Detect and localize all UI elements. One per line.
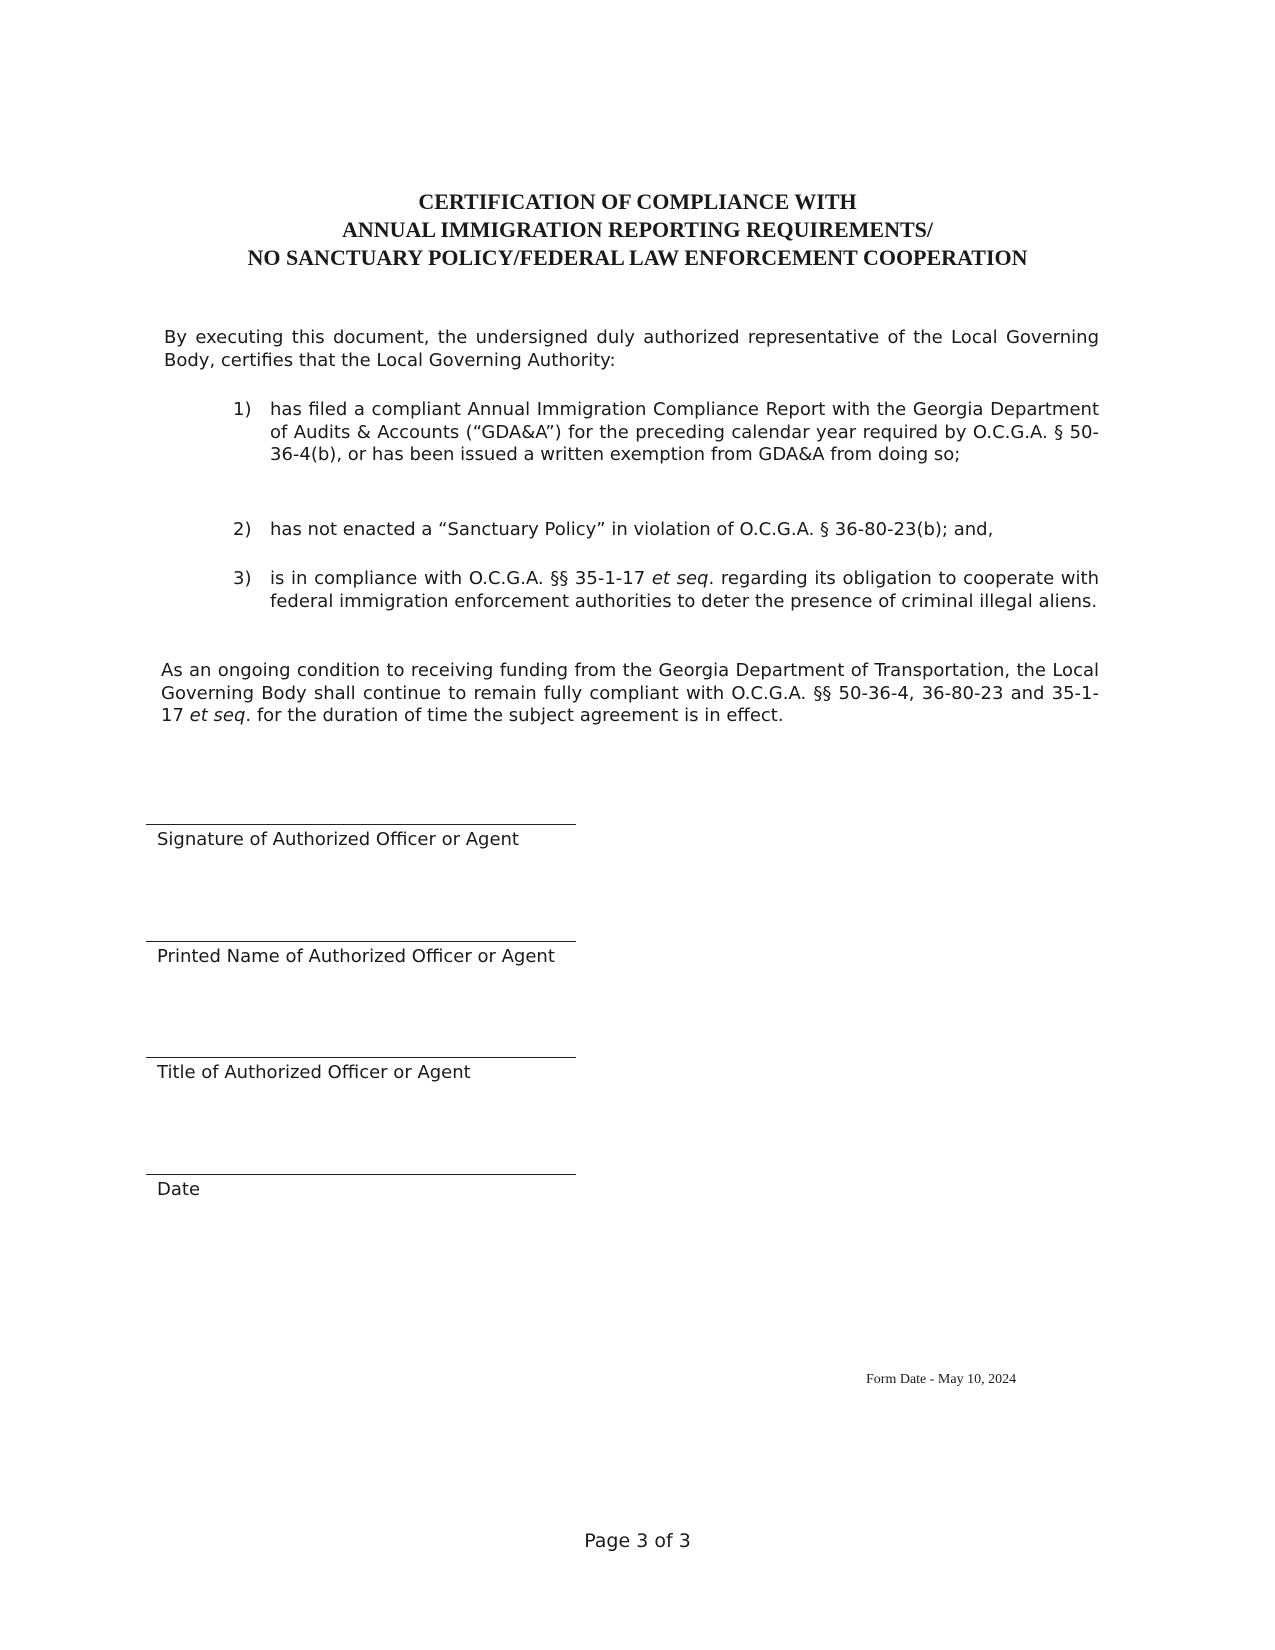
title-line-2: ANNUAL IMMIGRATION REPORTING REQUIREMENTS/ <box>341 217 934 242</box>
item-text-part: is in compliance with O.C.G.A. §§ 35-1-17 <box>270 568 652 589</box>
title-line-3: NO SANCTUARY POLICY/FEDERAL LAW ENFORCEMENT COOPERATION <box>247 245 1028 270</box>
item-number: 3) <box>233 568 252 589</box>
intro-paragraph: By executing this document, the undersigned duly authorized representative of the Local Governing Body, certifies that the Local Governing Authority: <box>164 327 1099 371</box>
printed-name-label: Printed Name of Authorized Officer or Agent <box>157 946 555 967</box>
item-number: 2) <box>233 519 252 540</box>
date-line[interactable] <box>146 1174 576 1175</box>
certification-item-3 <box>233 568 1099 613</box>
item-text: has not enacted a “Sanctuary Policy” in violation of O.C.G.A. § 36-80-23(b); and, <box>270 519 994 540</box>
certification-item-2 <box>233 519 1099 542</box>
printed-name-line[interactable] <box>146 941 576 942</box>
closing-text-part: . for the duration of time the subject agreement is in effect. <box>245 705 784 726</box>
certification-item-1 <box>233 399 1099 467</box>
closing-text-part: As an ongoing condition to receiving funding from the Georgia Department of Transportation, the Local Governing Body shall continue to remain fully compliant with O.C.G.A. §§ 50-36-4, 36-80-23 and 35-1-17 <box>161 660 1099 726</box>
date-label: Date <box>157 1179 201 1200</box>
form-date: Form Date - May 10, 2024 <box>866 1372 1017 1387</box>
item-text: has filed a compliant Annual Immigration Compliance Report with the Georgia Department of Audits & Accounts (“GDA&A”) for the preceding calendar year required by O.C.G.A. § 50-36-4(b), or has been issued a written exemption from GDA&A from doing so; <box>270 399 1099 465</box>
item-text-italic: et seq <box>651 568 709 589</box>
signature-line[interactable] <box>146 824 576 825</box>
closing-paragraph <box>161 660 1099 728</box>
item-text-part: . regarding its obligation to cooperate with federal immigration enforcement authorities to deter the presence of criminal illegal aliens. <box>270 568 1099 612</box>
document-title <box>0 188 1275 272</box>
title-label: Title of Authorized Officer or Agent <box>157 1062 471 1083</box>
title-line[interactable] <box>146 1057 576 1058</box>
item-number: 1) <box>233 399 252 420</box>
item-text <box>270 568 1099 613</box>
page-number: Page 3 of 3 <box>584 1530 691 1552</box>
signature-label: Signature of Authorized Officer or Agent <box>157 829 519 850</box>
closing-text-italic: et seq <box>189 705 246 726</box>
title-line-1: CERTIFICATION OF COMPLIANCE WITH <box>418 189 857 214</box>
